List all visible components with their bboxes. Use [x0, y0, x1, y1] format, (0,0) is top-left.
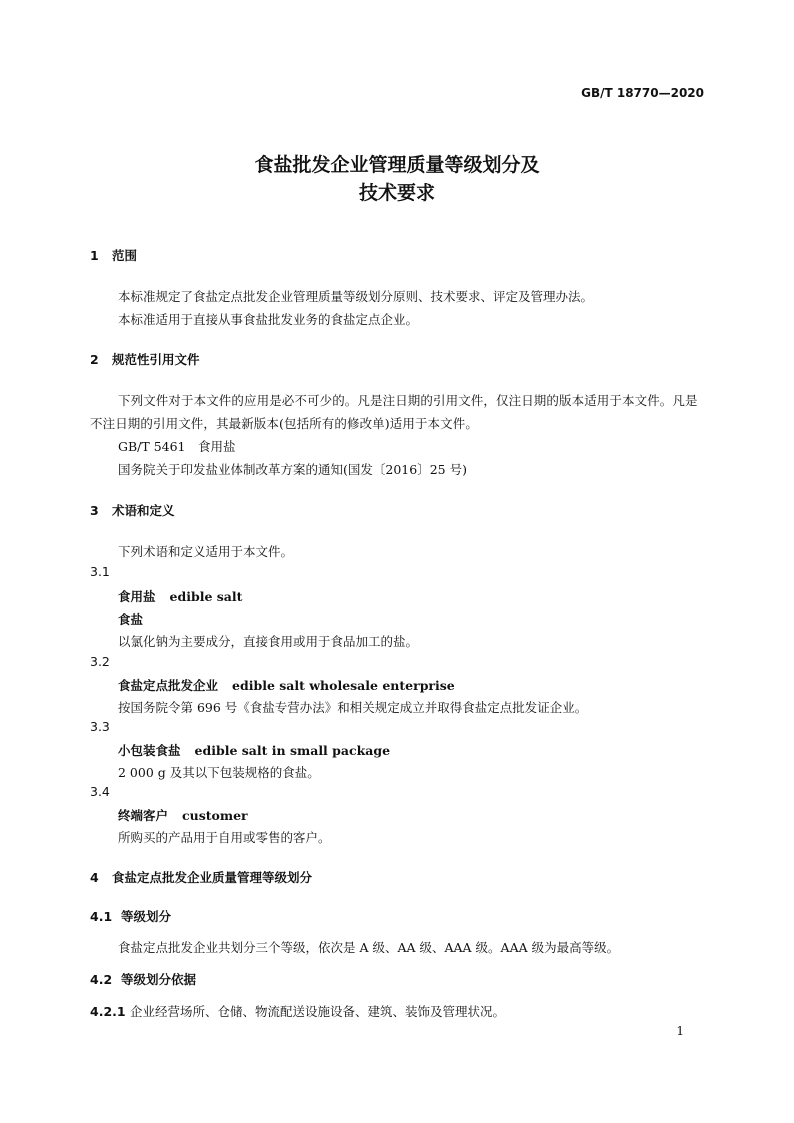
- section-number: 3: [90, 503, 99, 518]
- section-number: 4: [90, 870, 99, 885]
- standard-code: GB/T 18770—2020: [581, 86, 704, 100]
- term-entry: [118, 676, 455, 694]
- subsection-4-1-heading: [90, 907, 171, 925]
- term-chinese: 终端客户: [118, 808, 169, 823]
- term-definition: 2 000 g 及其以下包装规格的食盐。: [118, 765, 320, 780]
- clause-number: 4.2.1: [90, 1004, 126, 1019]
- term-chinese: 小包装食盐: [118, 743, 181, 758]
- term-definition: 所购买的产品用于自用或零售的客户。: [118, 830, 331, 845]
- term-number: 3.4: [90, 784, 110, 799]
- term-definition: 以氯化钠为主要成分，直接食用或用于食品加工的盐。: [118, 634, 419, 649]
- document-title-line1: 食盐批发企业管理质量等级划分及: [254, 154, 540, 176]
- normative-reference: GB/T 5461 食用盐: [118, 439, 236, 454]
- term-number: 3.1: [90, 564, 110, 579]
- section-number: 2: [90, 352, 99, 367]
- term-alternative: 食盐: [118, 612, 144, 627]
- section-2-heading: [90, 350, 200, 368]
- section-title: 范围: [112, 248, 138, 263]
- term-definition: 按国务院令第 696 号《食盐专营办法》和相关规定成立并取得食盐定点批发证企业。: [118, 700, 588, 715]
- term-entry: [118, 587, 242, 605]
- section-number: 1: [90, 248, 99, 263]
- term-chinese: 食盐定点批发企业: [118, 678, 219, 693]
- paragraph: 食盐定点批发企业共划分三个等级，依次是 A 级、AA 级、AAA 级。AAA 级为最高等级。: [118, 940, 620, 955]
- term-english: customer: [182, 808, 248, 823]
- section-title: 食盐定点批发企业质量管理等级划分: [112, 870, 313, 885]
- normative-reference: 国务院关于印发盐业体制改革方案的通知(国发〔2016〕25 号): [118, 462, 467, 477]
- clause-text: 企业经营场所、仓储、物流配送设施设备、建筑、装饰及管理状况。: [130, 1004, 506, 1019]
- subsection-4-2-heading: [90, 970, 196, 988]
- term-english: edible salt wholesale enterprise: [232, 678, 455, 693]
- paragraph: 本标准规定了食盐定点批发企业管理质量等级划分原则、技术要求、评定及管理办法。: [118, 289, 594, 304]
- subsection-number: 4.1: [90, 909, 113, 924]
- clause-4-2-1: [90, 1002, 505, 1020]
- page-number: 1: [676, 1024, 684, 1038]
- term-entry: [118, 806, 248, 824]
- section-1-heading: [90, 246, 137, 264]
- paragraph: 下列术语和定义适用于本文件。: [118, 544, 294, 559]
- subsection-title: 等级划分: [121, 909, 172, 924]
- section-title: 规范性引用文件: [112, 352, 200, 367]
- section-4-heading: [90, 868, 312, 886]
- term-chinese: 食用盐: [118, 589, 156, 604]
- section-title: 术语和定义: [112, 503, 175, 518]
- term-number: 3.2: [90, 654, 110, 669]
- subsection-number: 4.2: [90, 972, 113, 987]
- paragraph: 下列文件对于本文件的应用是必不可少的。凡是注日期的引用文件，仅注日期的版本适用于本文件。凡是不注日期的引用文件，其最新版本(包括所有的修改单)适用于本文件。: [90, 393, 698, 431]
- subsection-title: 等级划分依据: [121, 972, 197, 987]
- paragraph: 本标准适用于直接从事食盐批发业务的食盐定点企业。: [118, 312, 419, 327]
- term-entry: [118, 741, 390, 759]
- document-title-line2: 技术要求: [358, 182, 435, 204]
- term-english: edible salt in small package: [194, 743, 391, 758]
- term-english: edible salt: [169, 589, 243, 604]
- section-3-heading: [90, 501, 175, 519]
- term-number: 3.3: [90, 719, 110, 734]
